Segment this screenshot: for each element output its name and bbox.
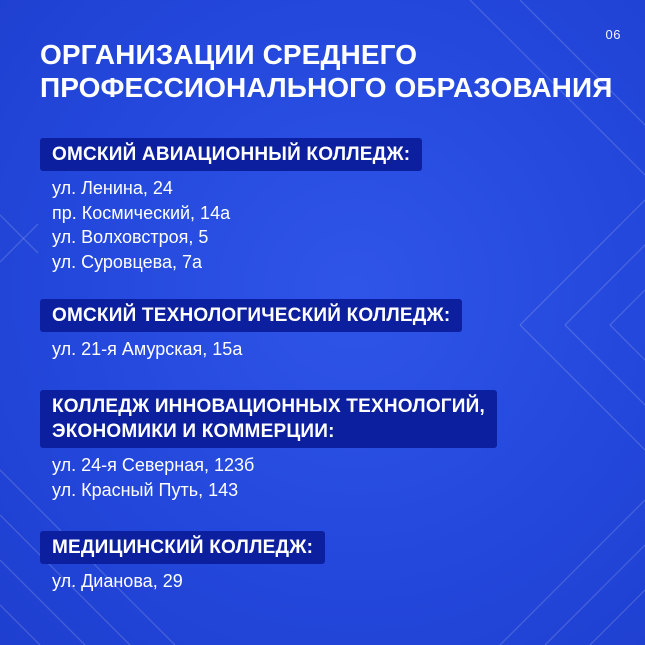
address-list xyxy=(52,337,462,362)
college-name-line-2: ЭКОНОМИКИ И КОММЕРЦИИ: xyxy=(52,421,335,442)
address-list xyxy=(52,176,422,274)
address-item: пр. Космический, 14а xyxy=(52,202,231,223)
college-name-tag xyxy=(40,299,462,332)
address-list xyxy=(52,569,325,594)
college-section-innovative-technologies xyxy=(40,390,497,502)
college-name-line-1: КОЛЛЕДЖ ИННОВАЦИОННЫХ ТЕХНОЛОГИЙ, xyxy=(52,396,485,417)
college-section-medical xyxy=(40,531,325,594)
address-item: ул. Суровцева, 7а xyxy=(52,251,203,272)
college-name-tag xyxy=(40,531,325,564)
address-item: ул. 24-я Северная, 123б xyxy=(52,455,255,475)
college-name: ОМСКИЙ ТЕХНОЛОГИЧЕСКИЙ КОЛЛЕДЖ: xyxy=(52,305,451,326)
page-number: 06 xyxy=(605,27,621,42)
college-name-tag xyxy=(40,390,497,448)
page-title-line-1: ОРГАНИЗАЦИИ СРЕДНЕГО xyxy=(40,39,418,70)
college-name-tag xyxy=(40,138,422,171)
college-name: МЕДИЦИНСКИЙ КОЛЛЕДЖ: xyxy=(52,537,314,558)
address-list xyxy=(52,453,497,502)
college-name: ОМСКИЙ АВИАЦИОННЫЙ КОЛЛЕДЖ: xyxy=(52,144,411,165)
address-item: ул. 21-я Амурская, 15а xyxy=(52,339,243,359)
address-item: ул. Дианова, 29 xyxy=(52,571,183,591)
address-item: ул. Ленина, 24 xyxy=(52,178,173,198)
college-section-aviation xyxy=(40,138,422,274)
page-title xyxy=(40,38,612,104)
page-title-line-2: ПРОФЕССИОНАЛЬНОГО ОБРАЗОВАНИЯ xyxy=(40,72,613,103)
college-section-technological xyxy=(40,299,462,362)
address-item: ул. Волховстроя, 5 xyxy=(52,227,209,247)
address-item: ул. Красный Путь, 143 xyxy=(52,479,239,500)
